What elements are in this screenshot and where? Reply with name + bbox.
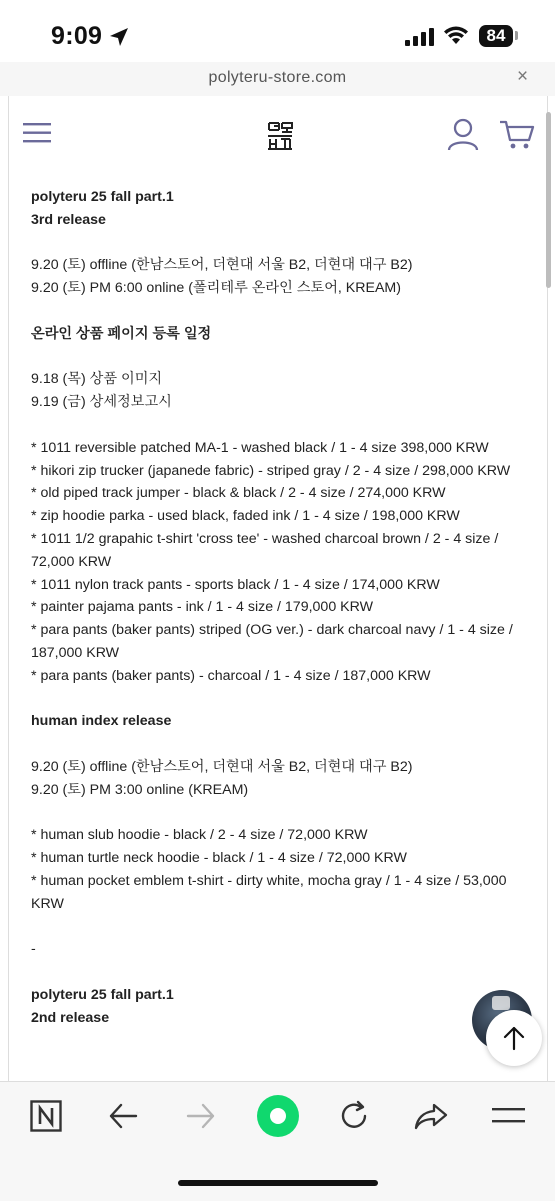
divider-text: - — [31, 941, 36, 958]
user-icon[interactable] — [447, 118, 479, 152]
hamburger-icon[interactable] — [492, 1106, 526, 1126]
product-item: * human pocket emblem t-shirt - dirty white, mocha gray / 1 - 4 size / 53,000 KRW — [31, 872, 507, 912]
url-bar[interactable] — [0, 62, 555, 96]
home-indicator[interactable] — [178, 1180, 378, 1186]
schedule-item: 9.18 (목) 상품 이미지 — [31, 371, 163, 388]
share-icon[interactable] — [414, 1102, 448, 1130]
naver-n-icon[interactable] — [30, 1100, 62, 1132]
offline-date: 9.20 (토) offline (한남스토어, 더현대 서울 B2, 더현대 대구 B2) — [31, 257, 413, 274]
online-date: 9.20 (토) PM 3:00 online (KREAM) — [31, 781, 249, 798]
offline-date: 9.20 (토) offline (한남스토어, 더현대 서울 B2, 더현대 대구 B2) — [31, 758, 413, 775]
schedule-title: 온라인 상품 페이지 등록 일정 — [31, 325, 212, 342]
product-item: * human turtle neck hoodie - black / 1 - 4 size / 72,000 KRW — [31, 850, 407, 867]
product-item: * zip hoodie parka - used black, faded ink / 1 - 4 size / 198,000 KRW — [31, 508, 460, 525]
web-page — [8, 96, 548, 1081]
arrow-right-icon[interactable] — [186, 1102, 216, 1130]
close-icon[interactable]: × — [517, 66, 529, 87]
page-scrollbar[interactable] — [546, 112, 551, 288]
scroll-to-top-button[interactable] — [486, 1010, 542, 1066]
polyteru-logo-icon[interactable] — [265, 120, 295, 152]
arrow-up-icon — [502, 1025, 526, 1051]
product-item: * 1011 nylon track pants - sports black / 1 - 4 size / 174,000 KRW — [31, 576, 440, 593]
product-item: * painter pajama pants - ink / 1 - 4 size / 179,000 KRW — [31, 599, 373, 616]
arrow-left-icon[interactable] — [108, 1102, 138, 1130]
cellular-signal-icon — [405, 28, 435, 46]
section-title: polyteru 25 fall part.1 — [31, 986, 174, 1003]
section-subtitle: 3rd release — [31, 211, 106, 228]
status-time: 9:09 — [51, 22, 103, 50]
wifi-icon — [443, 25, 469, 45]
status-bar — [0, 0, 555, 62]
battery-indicator: 84 — [479, 25, 513, 47]
product-item: * para pants (baker pants) - charcoal / 1 - 4 size / 187,000 KRW — [31, 667, 431, 684]
release-content — [31, 186, 536, 1029]
product-item: * para pants (baker pants) striped (OG ver.) - dark charcoal navy / 1 - 4 size / 187,000 KRW — [31, 622, 513, 661]
product-item: * hikori zip trucker (japanede fabric) - striped gray / 2 - 4 size / 298,000 KRW — [31, 462, 511, 479]
site-header — [9, 96, 547, 176]
location-arrow-icon — [108, 26, 130, 48]
product-item: * 1011 1/2 grapahic t-shirt 'cross tee' - washed charcoal brown / 2 - 4 size / 72,000 KRW — [31, 530, 499, 570]
hamburger-menu-icon[interactable] — [23, 122, 53, 144]
section-title: polyteru 25 fall part.1 — [31, 189, 174, 205]
product-item: * human slub hoodie - black / 2 - 4 size / 72,000 KRW — [31, 827, 368, 844]
cart-icon[interactable] — [499, 119, 535, 151]
schedule-item: 9.19 (금) 상세정보고시 — [31, 394, 172, 411]
reload-icon[interactable] — [338, 1100, 370, 1132]
product-item: * 1011 reversible patched MA-1 - washed black / 1 - 4 size 398,000 KRW — [31, 439, 489, 456]
section-subtitle: 2nd release — [31, 1009, 110, 1026]
url-text[interactable]: polyteru-store.com — [208, 69, 347, 86]
green-dot-icon[interactable] — [256, 1094, 300, 1138]
product-item: * old piped track jumper - black & black / 2 - 4 size / 274,000 KRW — [31, 485, 446, 502]
section-title: human index release — [31, 713, 172, 730]
online-date: 9.20 (토) PM 6:00 online (폴리테루 온라인 스토어, KREAM) — [31, 280, 401, 297]
battery-tip — [515, 31, 518, 40]
